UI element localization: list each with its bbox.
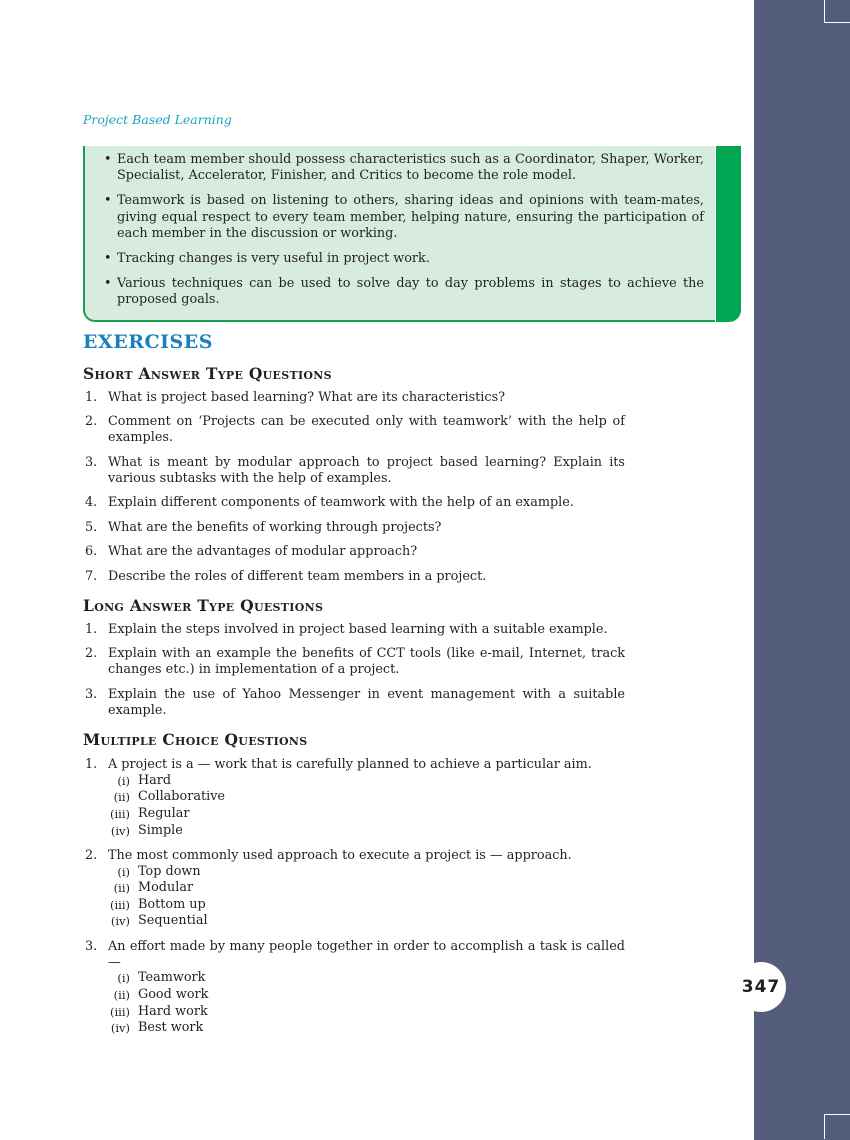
mcq-option: (iii) Regular — [109, 805, 190, 821]
mcq-option: (ii) Collaborative — [113, 789, 225, 805]
summary-accent-bar — [716, 146, 741, 322]
summary-point: • Tracking changes is very useful in project work. — [104, 251, 430, 267]
exercises-title: EXERCISES — [83, 331, 213, 353]
question-item: 7. Describe the roles of different team members in a project. — [85, 568, 487, 584]
running-head: Project Based Learning — [83, 112, 232, 127]
question-item: 3. Explain the use of Yahoo Messenger in event management with a suitable example. — [85, 686, 625, 718]
bullet-icon: • — [104, 251, 112, 267]
mcq-item: 1. A project is a — work that is carefully planned to achieve a particular aim. (i) Hard (ii) Collaborative (iii) Regular (iv) Simple — [83, 757, 625, 839]
mcq-heading: Multiple Choice Questions — [83, 730, 308, 749]
mcq-item: 2. The most commonly used approach to execute a project is — approach. (i) Top down (ii) Modular (iii) Bottom up (iv) Sequential — [83, 848, 625, 930]
question-item: 2. Explain with an example the benefits of CCT tools (like e-mail, Internet, track changes etc.) in implementation of a project. — [85, 646, 625, 678]
question-item: 6. What are the advantages of modular approach? — [85, 544, 418, 560]
mcq-options — [108, 970, 625, 1036]
mcq-option: (i) Top down — [117, 863, 201, 879]
question-item: 1. What is project based learning? What are its characteristics? — [85, 390, 505, 405]
mcq-option: (iv) Sequential — [110, 913, 208, 929]
short-answer-heading: Short Answer Type Questions — [83, 364, 332, 383]
mcq-option: (ii) Good work — [113, 986, 209, 1002]
mcq-option: (iv) Simple — [110, 822, 183, 838]
mcq-option: (iv) Best work — [110, 1020, 204, 1036]
mcq-option: (i) Teamwork — [117, 970, 206, 986]
mcq-options — [108, 864, 625, 930]
summary-list — [104, 152, 704, 317]
question-item: 4. Explain different components of teamwork with the help of an example. — [85, 495, 574, 511]
crop-mark-top — [824, 0, 850, 23]
question-item: 2. Comment on ‘Projects can be executed only with teamwork’ with the help of examples. — [85, 414, 625, 446]
bullet-icon: • — [104, 275, 112, 291]
question-item: 5. What are the benefits of working through projects? — [85, 519, 442, 535]
mcq-option: (iii) Bottom up — [109, 896, 206, 912]
mcq-item: 3. An effort made by many people together in order to accomplish a task is called — (i) Teamwork (ii) Good work (iii) Hard work (iv) Best work — [85, 938, 625, 1036]
summary-point: • Teamwork is based on listening to others, sharing ideas and opinions with team-mates, giving equal respect to every team member, helping nature, ensuring the participation of each member in the discussion or working. — [104, 193, 704, 242]
mcq-list — [83, 757, 625, 1045]
bullet-icon: • — [104, 193, 112, 209]
summary-point: • Each team member should possess characteristics such as a Coordinator, Shaper, Worker, Specialist, Accelerator, Finisher, and Critics to become the role model. — [104, 152, 704, 184]
short-answer-list — [83, 390, 625, 593]
summary-point: • Various techniques can be used to solve day to day problems in stages to achieve the proposed goals. — [104, 275, 704, 308]
long-answer-list — [83, 622, 625, 727]
crop-mark-bottom — [824, 1114, 850, 1139]
mcq-options — [108, 773, 625, 839]
mcq-option: (iii) Hard work — [109, 1003, 208, 1019]
page-number: 347 — [736, 962, 786, 1012]
bullet-icon: • — [104, 152, 112, 167]
long-answer-heading: Long Answer Type Questions — [83, 596, 324, 615]
mcq-option: (i) Hard — [117, 772, 172, 788]
question-item: 3. What is meant by modular approach to project based learning? Explain its various subtasks with the help of examples. — [85, 454, 625, 486]
question-item: 1. Explain the steps involved in project based learning with a suitable example. — [85, 622, 608, 637]
mcq-option: (ii) Modular — [113, 880, 194, 896]
